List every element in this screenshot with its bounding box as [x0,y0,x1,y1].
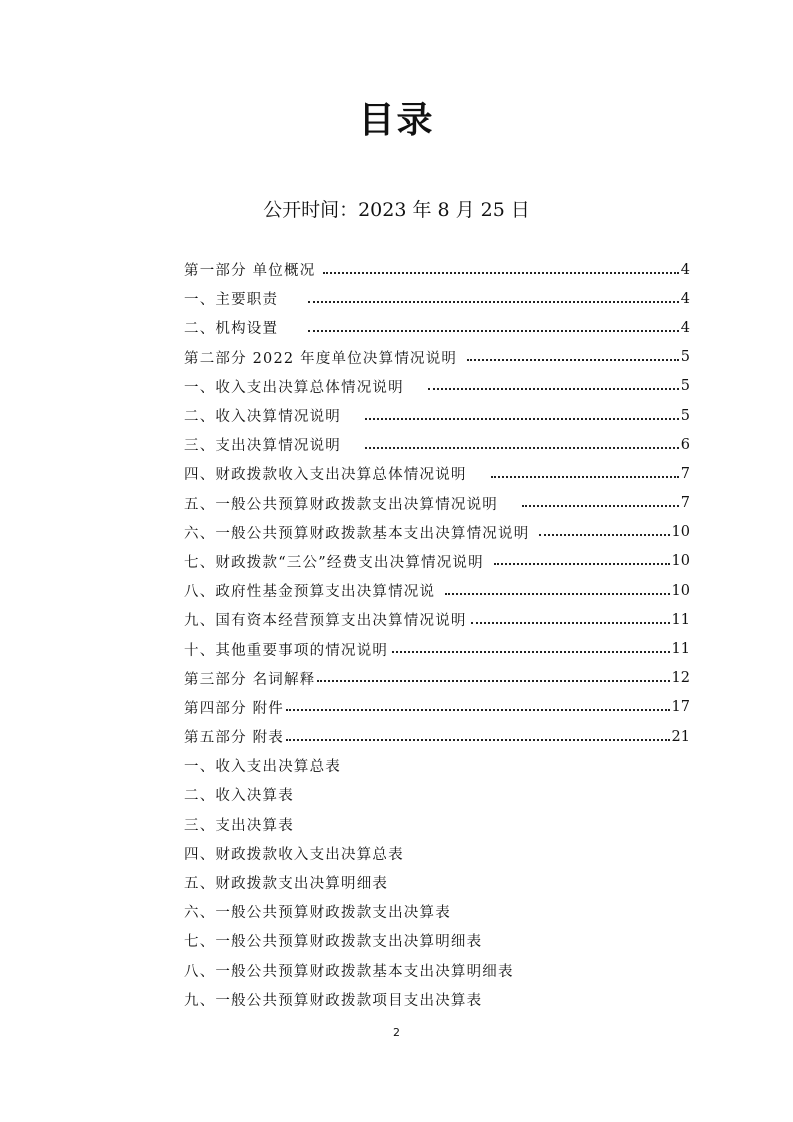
appendix-table-label: 六、一般公共预算财政拨款支出决算表 [184,905,451,922]
toc-dot-leader [286,739,670,741]
appendix-table-label: 四、财政拨款收入支出决算总表 [184,846,404,863]
toc-entry-page: 6 [680,436,690,453]
toc-entry-page: 5 [680,378,690,395]
toc-dot-leader [317,680,669,682]
toc-dot-leader [308,330,679,332]
appendix-table-entry[interactable] [184,956,690,985]
toc-entry[interactable] [184,634,690,663]
publish-date: 公开时间：2023 年 8 月 25 日 [263,199,530,221]
appendix-table-label: 五、财政拨款支出决算明细表 [184,876,389,893]
toc-entry-page: 11 [671,641,690,658]
toc-entry-page: 4 [680,261,690,278]
toc-dot-leader [467,359,679,361]
appendix-table-label: 九、一般公共预算财政拨款项目支出决算表 [184,992,483,1009]
toc-dot-leader [494,563,670,565]
toc-entry-label: 一、主要职责 [184,292,279,309]
toc-entry[interactable] [184,430,690,459]
toc-dot-leader [392,651,669,653]
toc-dot-leader [428,388,679,390]
page-title: 目录 [358,100,435,141]
toc-entry-page: 4 [680,290,690,307]
toc-entry-page: 12 [671,670,690,687]
toc-entry-label: 第五部分 附表 [184,730,285,747]
toc-entry-page: 7 [680,465,690,482]
toc-entry[interactable] [184,401,690,430]
toc-dot-leader [491,476,679,478]
toc-dot-leader [471,622,670,624]
toc-entry[interactable] [184,343,690,372]
toc-dot-leader [539,534,669,536]
toc-entry-page: 10 [671,524,690,541]
toc-entry-page: 5 [680,407,690,424]
appendix-table-label: 一、收入支出决算总表 [184,759,341,776]
toc-dot-leader [445,593,669,595]
toc-entry[interactable] [184,459,690,488]
toc-entry[interactable] [184,605,690,634]
toc-entry[interactable] [184,693,690,722]
toc-entry-label: 十、其他重要事项的情况说明 [184,642,389,659]
toc-entry[interactable] [184,489,690,518]
toc-entry-label: 第二部分 2022 年度单位决算情况说明 [184,350,458,367]
toc-entry-page: 7 [680,495,690,512]
toc-entry[interactable] [184,664,690,693]
toc-entry-label: 第一部分 单位概况 [184,263,316,280]
toc-dot-leader [522,505,679,507]
toc-entry[interactable] [184,576,690,605]
appendix-table-entry[interactable] [184,868,690,897]
toc-entry-label: 五、一般公共预算财政拨款支出决算情况说明 [184,496,498,513]
toc-entry-label: 三、支出决算情况说明 [184,438,341,455]
toc-entry-page: 21 [671,728,690,745]
toc-entry-label: 二、收入决算情况说明 [184,409,341,426]
appendix-table-entry[interactable] [184,810,690,839]
toc-entry-label: 第三部分 名词解释 [184,671,316,688]
toc-entry[interactable] [184,518,690,547]
toc-dot-leader [323,272,678,274]
toc-entry[interactable] [184,284,690,313]
toc-entry-label: 二、机构设置 [184,321,279,338]
toc-entry[interactable] [184,255,690,284]
toc-dot-leader [365,418,679,420]
appendix-table-label: 三、支出决算表 [184,817,294,834]
toc-entry[interactable] [184,313,690,342]
toc-entry-label: 八、政府性基金预算支出决算情况说 [184,584,436,601]
appendix-table-entry[interactable] [184,897,690,926]
appendix-table-entry[interactable] [184,926,690,955]
appendix-table-entry[interactable] [184,780,690,809]
appendix-table-entry[interactable] [184,751,690,780]
toc-entry-page: 5 [680,349,690,366]
appendix-table-label: 二、收入决算表 [184,788,294,805]
appendix-table-label: 七、一般公共预算财政拨款支出决算明细表 [184,934,483,951]
toc-entry[interactable] [184,547,690,576]
toc-entry-label: 九、国有资本经营预算支出决算情况说明 [184,613,467,630]
toc-entry-label: 一、收入支出决算总体情况说明 [184,379,404,396]
toc-entry-page: 4 [680,319,690,336]
toc-entry[interactable] [184,722,690,751]
toc-dot-leader [286,709,670,711]
toc-entry-label: 七、财政拨款“三公”经费支出决算情况说明 [184,554,484,571]
toc-entry-label: 第四部分 附件 [184,700,285,717]
page-number: 2 [393,1026,400,1039]
appendix-table-label: 八、一般公共预算财政拨款基本支出决算明细表 [184,963,514,980]
toc-dot-leader [308,301,679,303]
table-of-contents [184,255,690,1014]
toc-entry-page: 11 [671,611,690,628]
appendix-table-entry[interactable] [184,839,690,868]
appendix-table-entry[interactable] [184,985,690,1014]
toc-entry[interactable] [184,372,690,401]
toc-entry-label: 六、一般公共预算财政拨款基本支出决算情况说明 [184,525,530,542]
toc-entry-page: 10 [671,582,690,599]
toc-entry-label: 四、财政拨款收入支出决算总体情况说明 [184,467,467,484]
toc-dot-leader [365,447,679,449]
toc-entry-page: 10 [671,553,690,570]
toc-entry-page: 17 [671,699,690,716]
